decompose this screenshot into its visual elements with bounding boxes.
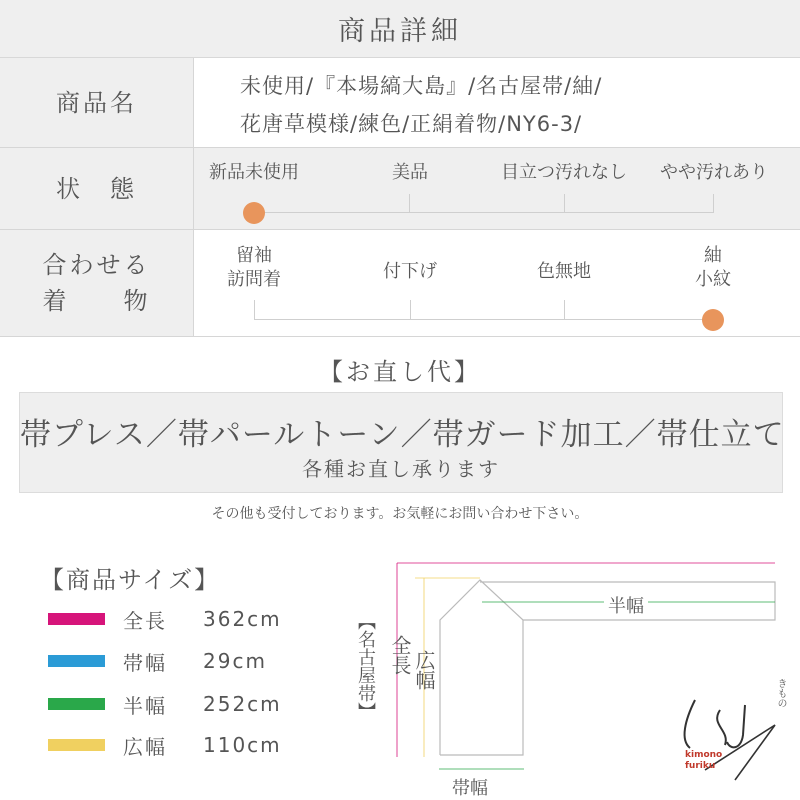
repair-subtext: 各種お直し承ります — [302, 457, 500, 481]
product-name-line-1: 未使用/『本場縞大島』/名古屋帯/紬/ — [240, 74, 603, 98]
size-label: 全長 — [123, 608, 167, 633]
page-title: 商品詳細 — [0, 0, 800, 58]
match-option-2-line-1: 付下げ — [383, 261, 437, 282]
size-row-obi-width — [48, 646, 267, 676]
size-value: 362cm — [203, 607, 282, 631]
match-tick — [254, 300, 255, 319]
product-name-row — [0, 58, 800, 148]
condition-option-3: 目立つ汚れなし — [501, 162, 627, 183]
match-tick — [410, 300, 411, 319]
repair-title: 【お直し代】 — [319, 358, 481, 386]
product-name-line-2: 花唐草模様/練色/正絹着物/NY6-3/ — [240, 112, 583, 136]
repair-box — [19, 392, 783, 493]
match-option-4 — [695, 244, 731, 292]
size-swatch — [48, 655, 105, 667]
kimono-furiku-logo — [675, 670, 790, 790]
match-label — [0, 230, 194, 336]
match-label-line-1: 合わせる — [42, 251, 151, 279]
logo-script — [675, 670, 676, 671]
logo-kana: きもの — [775, 678, 786, 708]
size-swatch — [48, 739, 105, 751]
condition-label: 状 態 — [0, 148, 194, 229]
match-option-3 — [537, 260, 591, 284]
condition-scale-line — [254, 212, 714, 213]
match-option-4-line-1: 紬 — [704, 245, 722, 266]
match-scale-line — [254, 319, 714, 320]
size-title: 【商品サイズ】 — [40, 566, 221, 594]
diagram-category-label: 【名古屋帯】 — [355, 612, 376, 720]
match-row — [0, 230, 800, 337]
condition-option-1: 新品未使用 — [209, 162, 299, 183]
size-label: 広幅 — [123, 734, 167, 759]
condition-selected-marker — [243, 202, 265, 224]
logo-text-line-2: furiku — [685, 761, 716, 771]
size-label: 半幅 — [123, 693, 167, 718]
diagram-half-width-label: 半幅 — [604, 592, 648, 618]
repair-services: 帯プレス／帯パールトーン／帯ガード加工／帯仕立て — [20, 417, 785, 453]
condition-option-4: やや汚れあり — [660, 162, 768, 183]
match-option-4-line-2: 小紋 — [695, 269, 731, 290]
condition-row — [0, 148, 800, 230]
match-label-line-2: 着 物 — [42, 287, 151, 315]
size-row-total-length — [48, 604, 282, 634]
condition-tick — [564, 194, 565, 212]
match-option-1-line-2: 訪問着 — [227, 269, 281, 290]
condition-tick — [713, 194, 714, 212]
condition-option-2: 美品 — [392, 162, 428, 183]
size-label: 帯幅 — [123, 650, 167, 675]
match-selected-marker — [702, 309, 724, 331]
product-name-label: 商品名 — [0, 58, 194, 147]
diagram-wide-width-label: 広幅 — [412, 650, 436, 690]
diagram-obi-width-label: 帯幅 — [452, 778, 488, 799]
size-value: 252cm — [203, 692, 282, 716]
match-tick — [564, 300, 565, 319]
match-option-3-line-1: 色無地 — [537, 261, 591, 282]
repair-note: その他も受付しております。お気軽にお問い合わせ下さい。 — [211, 506, 589, 522]
size-value: 110cm — [203, 733, 282, 757]
size-row-half-width — [48, 689, 282, 719]
obi-outline-lower — [440, 620, 523, 755]
size-swatch — [48, 613, 105, 625]
size-value: 29cm — [203, 649, 267, 673]
condition-tick — [409, 194, 410, 212]
match-option-1-line-1: 留袖 — [236, 245, 272, 266]
match-option-1 — [227, 244, 281, 292]
diagram-total-length-label: 全長 — [388, 635, 412, 675]
size-row-wide-width — [48, 730, 282, 760]
match-option-2 — [383, 260, 437, 284]
size-swatch — [48, 698, 105, 710]
logo-text-line-1: kimono — [685, 750, 723, 760]
